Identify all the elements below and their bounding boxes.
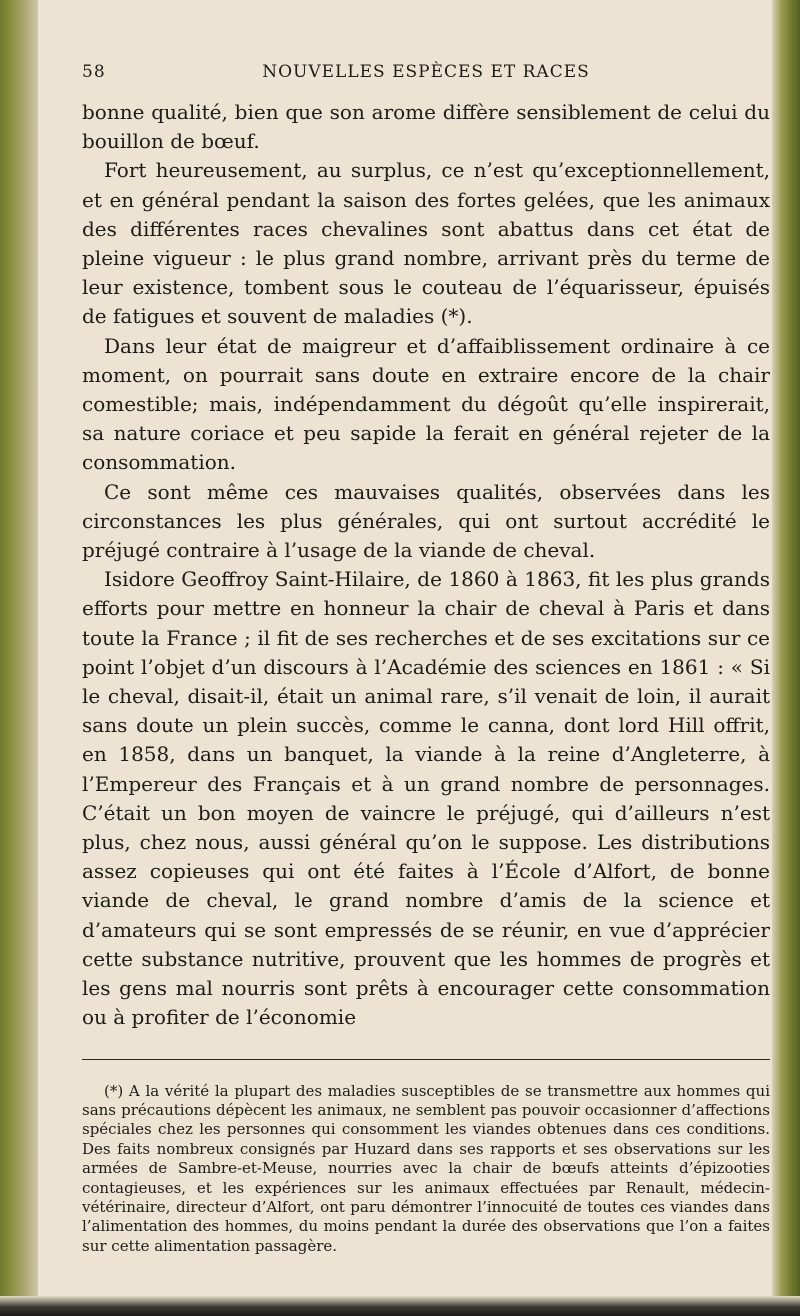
page-bottom-edge bbox=[0, 1296, 800, 1316]
paragraph-1: bonne qualité, bien que son arome diffère sensiblement de celui du bouillon de bœuf. bbox=[82, 100, 770, 154]
page-number: 58 bbox=[82, 62, 106, 82]
running-title: NOUVELLES ESPÈCES ET RACES bbox=[262, 62, 590, 82]
body-text bbox=[82, 98, 770, 1033]
footnote bbox=[82, 1082, 770, 1257]
page-header bbox=[82, 62, 770, 98]
book-page bbox=[82, 62, 770, 1256]
paragraph-3: Dans leur état de maigreur et d’affaiblissement ordinaire à ce moment, on pourrait sans doute en extraire encore de la chair comestible; mais, indépendamment du dégoût qu’elle inspirerait, sa nature coriace et peu sapide la ferait en général rejeter de la consommation. bbox=[82, 333, 770, 475]
paragraph-4: Ce sont même ces mauvaises qualités, observées dans les circonstances les plus générales, qui ont surtout accrédité le préjugé contraire à l’usage de la viande de cheval. bbox=[82, 479, 770, 563]
page-right-edge bbox=[772, 0, 800, 1316]
footnote-rule bbox=[82, 1059, 770, 1060]
paragraph-5: Isidore Geoffroy Saint-Hilaire, de 1860 à 1863, fit les plus grands efforts pour mettre en honneur la chair de cheval à Paris et dans toute la France ; il fit de ses recherches et de ses excitations sur ce point l’objet d’un discours à l’Académie des sciences en 1861 : « Si le cheval, disait-il, était un animal rare, s’il venait de loin, il aurait sans doute un plein succès, comme le canna, dont lord Hill offrit, en 1858, dans un banquet, la viande à la reine d’Angleterre, à l’Empereur des Français et à un grand nombre de personnages. C’était un bon moyen de vaincre le préjugé, qui d’ailleurs n’est plus, chez nous, aussi général qu’on le suppose. Les distributions assez copieuses qui ont été faites à l’École d’Alfort, de bonne viande de cheval, le grand nombre d’amis de la science et d’amateurs qui se sont empressés de se réunir, en vue d’apprécier cette substance nutritive, prouvent que les hommes de progrès et les gens mal nourris sont prêts à encourager cette consommation ou à profiter de l’économie bbox=[82, 567, 770, 1030]
footnote-text: (*) A la vérité la plupart des maladies susceptibles de se transmettre aux hommes qui sans précautions dépècent les animaux, ne semblent pas pouvoir occasionner d’affections spéciales chez les personnes qui consomment les viandes obtenues dans ces conditions. Des faits nombreux consignés par Huzard dans ses rapports et ses observations sur les armées de Sambre-et-Meuse, nourries avec la chair de bœufs atteints d’épizooties contagieuses, et les expériences sur les animaux effectuées par Renault, médecin-vétérinaire, directeur d’Alfort, ont paru démontrer l’innocuité de toutes ces viandes dans l’alimentation des hommes, du moins pendant la durée des observations que l’on a faites sur cette alimentation passagère. bbox=[82, 1081, 770, 1255]
page-left-edge bbox=[0, 0, 38, 1316]
paragraph-2: Fort heureusement, au surplus, ce n’est qu’exceptionnellement, et en général pendant la saison des fortes gelées, que les animaux des différentes races chevalines sont abattus dans cet état de pleine vigueur : le plus grand nombre, arrivant près du terme de leur existence, tombent sous le couteau de l’équarisseur, épuisés de fatigues et souvent de maladies (*). bbox=[82, 158, 770, 329]
